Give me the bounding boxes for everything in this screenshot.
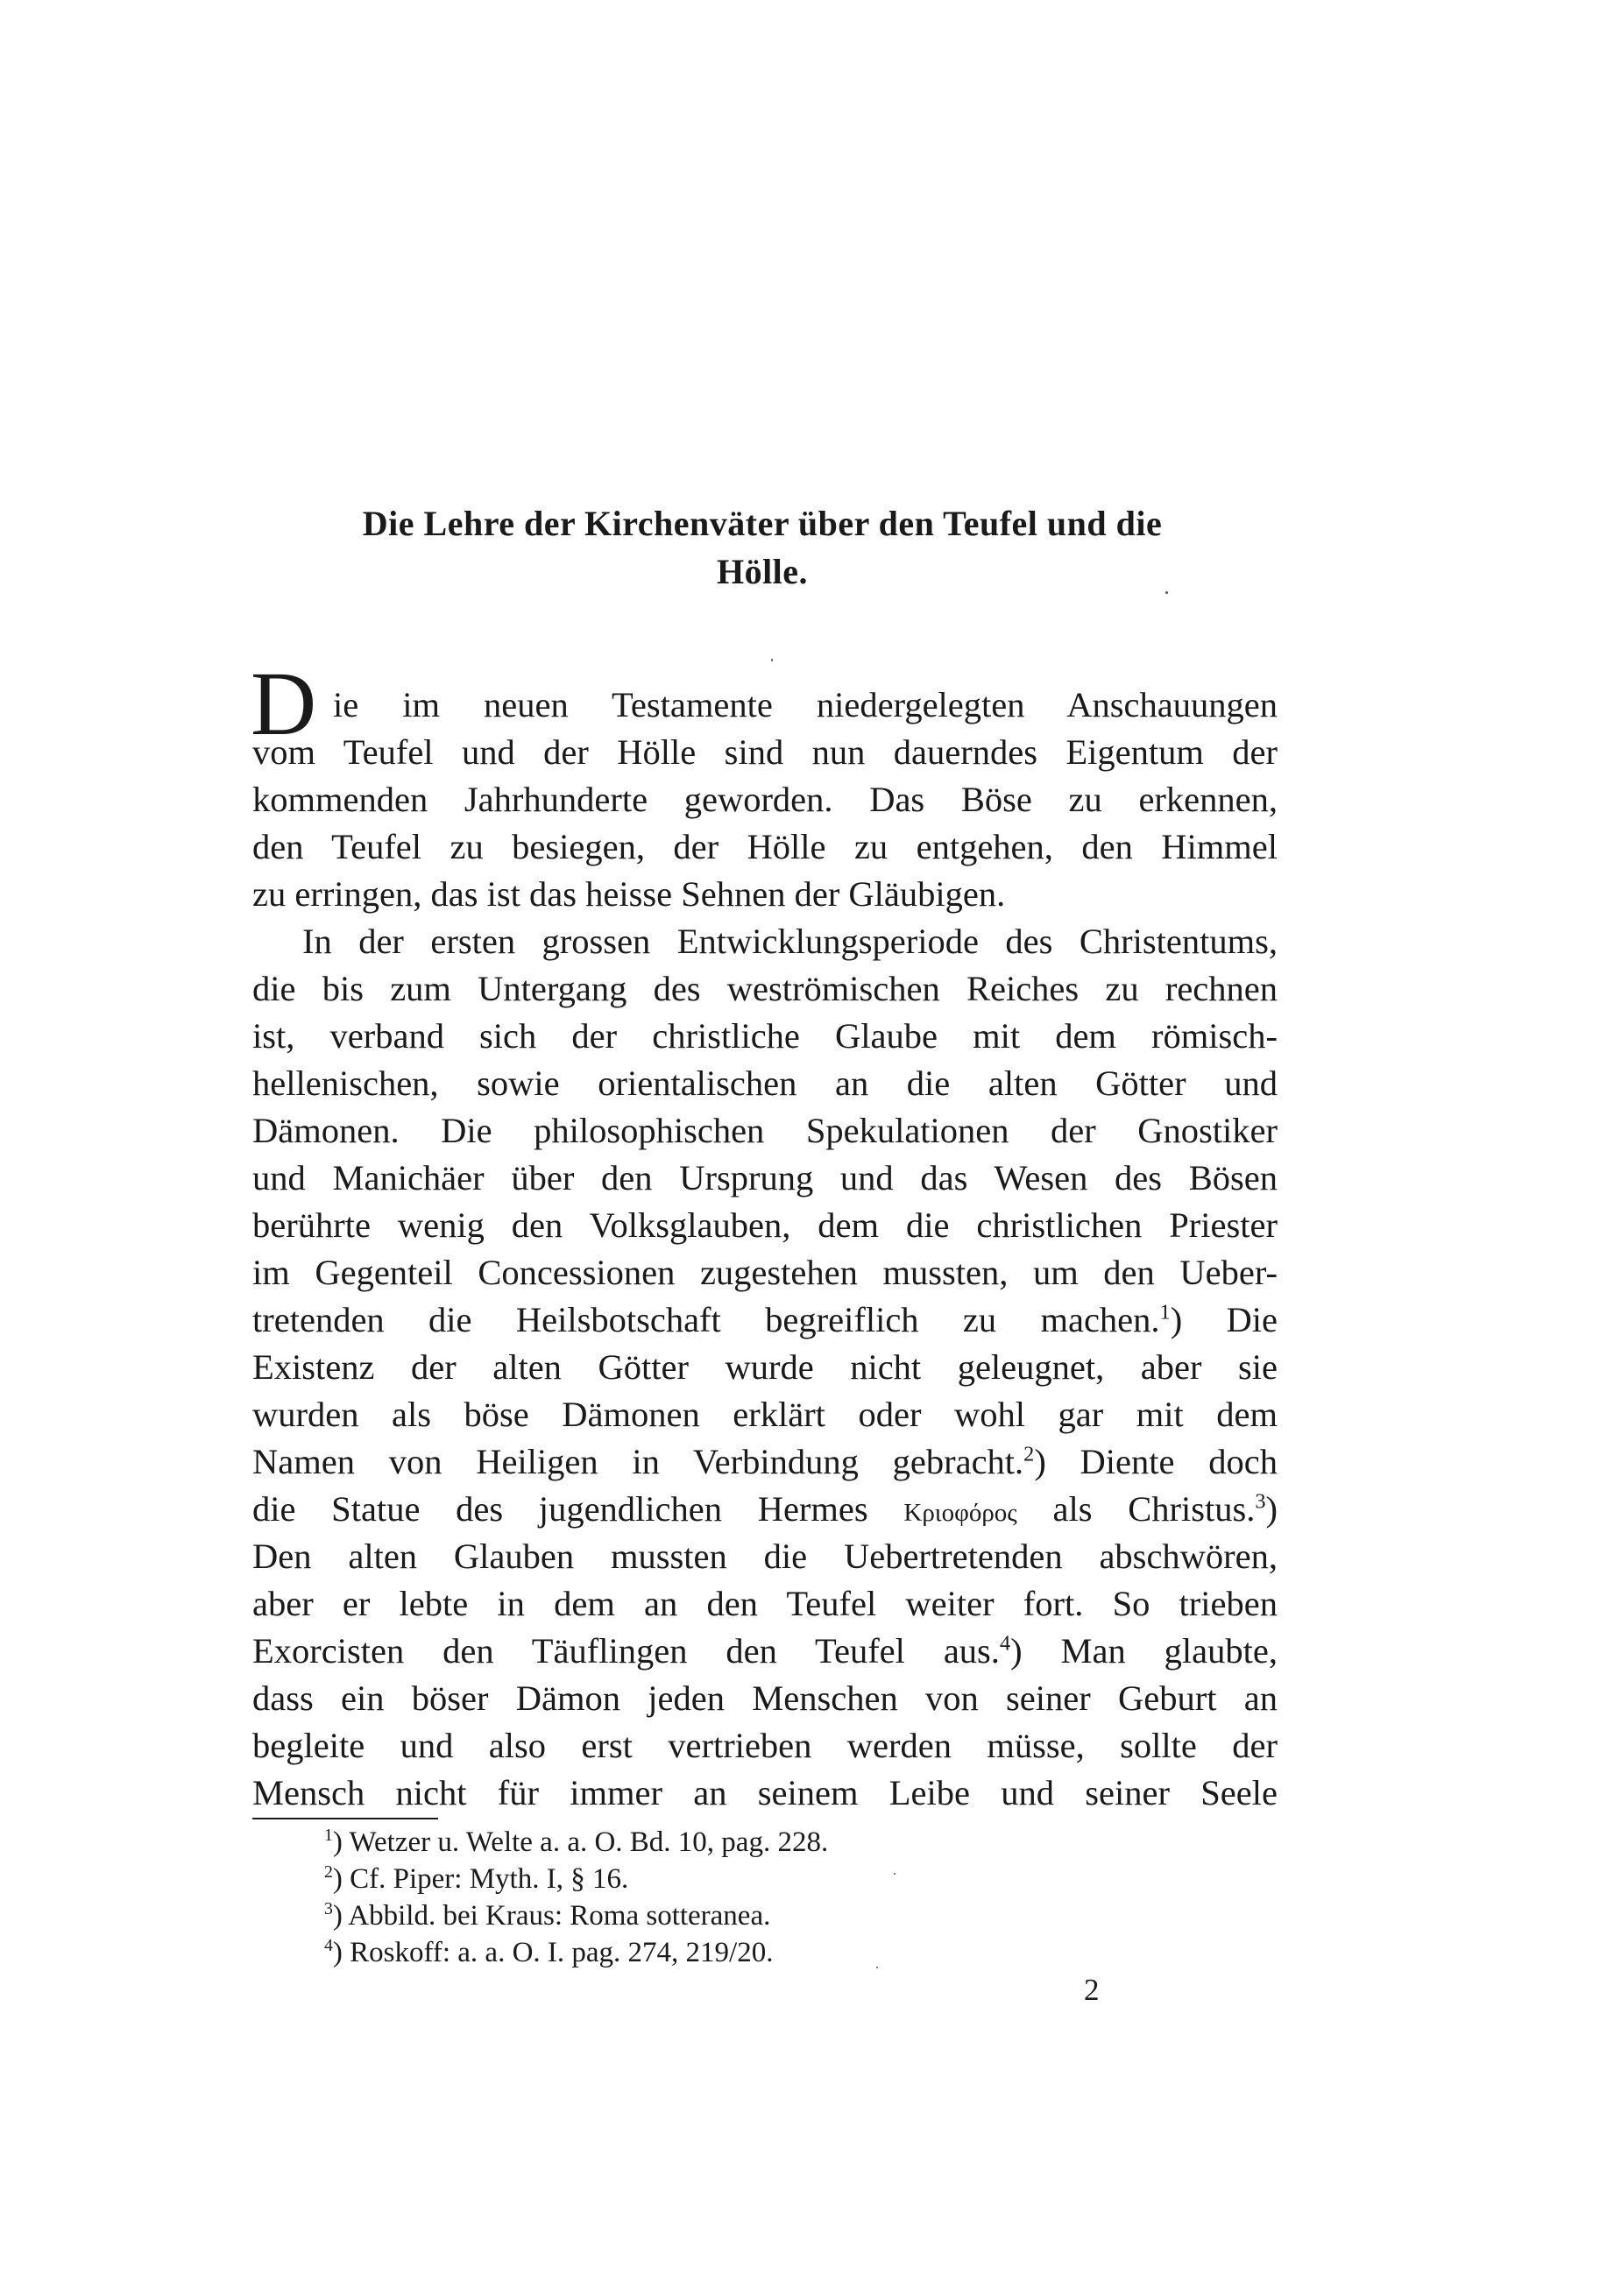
footnote-4-text: ) Roskoff: a. a. O. I. pag. 274, 219/20. — [332, 1937, 774, 1968]
footnote-3-text: ) Abbild. bei Kraus: Roma sotteranea. — [332, 1900, 771, 1932]
footnote-4-mark: 4 — [324, 1936, 333, 1955]
body-line-17-tail: ) Diente doch — [1034, 1442, 1278, 1481]
body-line-22: dass ein böser Dämon jeden Menschen von seiner Geburt an — [252, 1678, 1278, 1718]
body-line-14-tail: ) Die — [1170, 1300, 1278, 1339]
footnote-ref-3: 3 — [1255, 1489, 1266, 1514]
body-line-1: ie im neuen Testamente niedergelegten Anschauungen — [333, 685, 1278, 724]
page-number: 2 — [1084, 1973, 1100, 2007]
footnote-2-text: ) Cf. Piper: Myth. I, § 16. — [332, 1863, 629, 1895]
footnote-divider — [252, 1818, 438, 1819]
footnote-2 — [324, 1861, 628, 1897]
footnote-4 — [324, 1934, 773, 1971]
body-line-6: In der ersten grossen Entwicklungsperiode des Christentums, — [302, 922, 1278, 961]
body-line-19: Den alten Glauben mussten die Uebertretenden abschwören, — [252, 1537, 1278, 1576]
body-line-5: zu erringen, das ist das heisse Sehnen der Gläubigen. — [252, 874, 1006, 914]
body-line-10: Dämonen. Die philosophischen Spekulationen der Gnostiker — [252, 1111, 1278, 1150]
body-line-23: begleite und also erst vertrieben werden müsse, sollte der — [252, 1726, 1278, 1765]
footnote-ref-4: 4 — [999, 1631, 1011, 1656]
drop-cap: D — [251, 653, 317, 754]
scan-speck — [894, 1873, 896, 1875]
body-line-3: kommenden Jahrhunderte geworden. Das Böse zu erkennen, — [252, 780, 1278, 819]
body-line-21 — [252, 1628, 1278, 1675]
chapter-title — [250, 499, 1275, 596]
body-line-18-tail: als Christus. — [1052, 1489, 1256, 1529]
body-line-21-text: Exorcisten den Täuflingen den Teufel aus. — [252, 1631, 1000, 1671]
chapter-title-line-2: Hölle. — [716, 552, 809, 591]
body-line-15: Existenz der alten Götter wurde nicht geleugnet, aber sie — [252, 1347, 1278, 1387]
body-line-18-close: ) — [1265, 1489, 1278, 1529]
scan-speck — [876, 1967, 878, 1968]
greek-epithet: Κριοφόρος — [903, 1499, 1017, 1527]
body-line-14 — [252, 1296, 1278, 1344]
footnote-1-mark: 1 — [324, 1826, 333, 1845]
body-line-18 — [252, 1486, 1278, 1533]
body-line-16: wurden als böse Dämonen erklärt oder wohl gar mit dem — [252, 1395, 1278, 1434]
scan-speck — [1165, 591, 1168, 594]
body-line-18-text: die Statue des jugendlichen Hermes — [252, 1489, 868, 1529]
body-line-14-text: tretenden die Heilsbotschaft begreiflich zu machen. — [252, 1300, 1160, 1339]
footnote-3-mark: 3 — [324, 1899, 333, 1918]
footnote-2-mark: 2 — [324, 1862, 333, 1882]
scan-speck — [771, 659, 773, 661]
footnote-3 — [324, 1897, 770, 1934]
body-line-13: im Gegenteil Concessionen zugestehen mussten, um den Ueber- — [252, 1253, 1278, 1292]
body-line-9: hellenischen, sowie orientalischen an die alten Götter und — [252, 1063, 1278, 1103]
body-line-17-text: Namen von Heiligen in Verbindung gebracht. — [252, 1442, 1024, 1481]
body-line-17 — [252, 1438, 1278, 1486]
footnote-1-text: ) Wetzer u. Welte a. a. O. Bd. 10, pag. 228. — [332, 1826, 829, 1858]
body-line-20: aber er lebte in dem an den Teufel weiter fort. So trieben — [252, 1584, 1278, 1623]
footnote-1 — [324, 1824, 828, 1861]
footnote-ref-2: 2 — [1023, 1442, 1035, 1466]
body-line-2: vom Teufel und der Hölle sind nun dauerndes Eigentum der — [252, 732, 1278, 772]
chapter-title-line-1: Die Lehre der Kirchenväter über den Teufel und die — [362, 504, 1163, 543]
body-line-4: den Teufel zu besiegen, der Hölle zu entgehen, den Himmel — [252, 827, 1278, 866]
body-line-11: und Manichäer über den Ursprung und das Wesen des Bösen — [252, 1158, 1278, 1197]
body-line-21-tail: ) Man glaubte, — [1010, 1631, 1278, 1671]
body-line-12: berührte wenig den Volksglauben, dem die christlichen Priester — [252, 1205, 1278, 1245]
body-line-24: Mensch nicht für immer an seinem Leibe und seiner Seele — [252, 1773, 1278, 1812]
body-line-7: die bis zum Untergang des weströmischen Reiches zu rechnen — [252, 969, 1278, 1008]
footnote-ref-1: 1 — [1159, 1300, 1171, 1325]
body-line-8: ist, verband sich der christliche Glaube mit dem römisch- — [252, 1016, 1278, 1056]
